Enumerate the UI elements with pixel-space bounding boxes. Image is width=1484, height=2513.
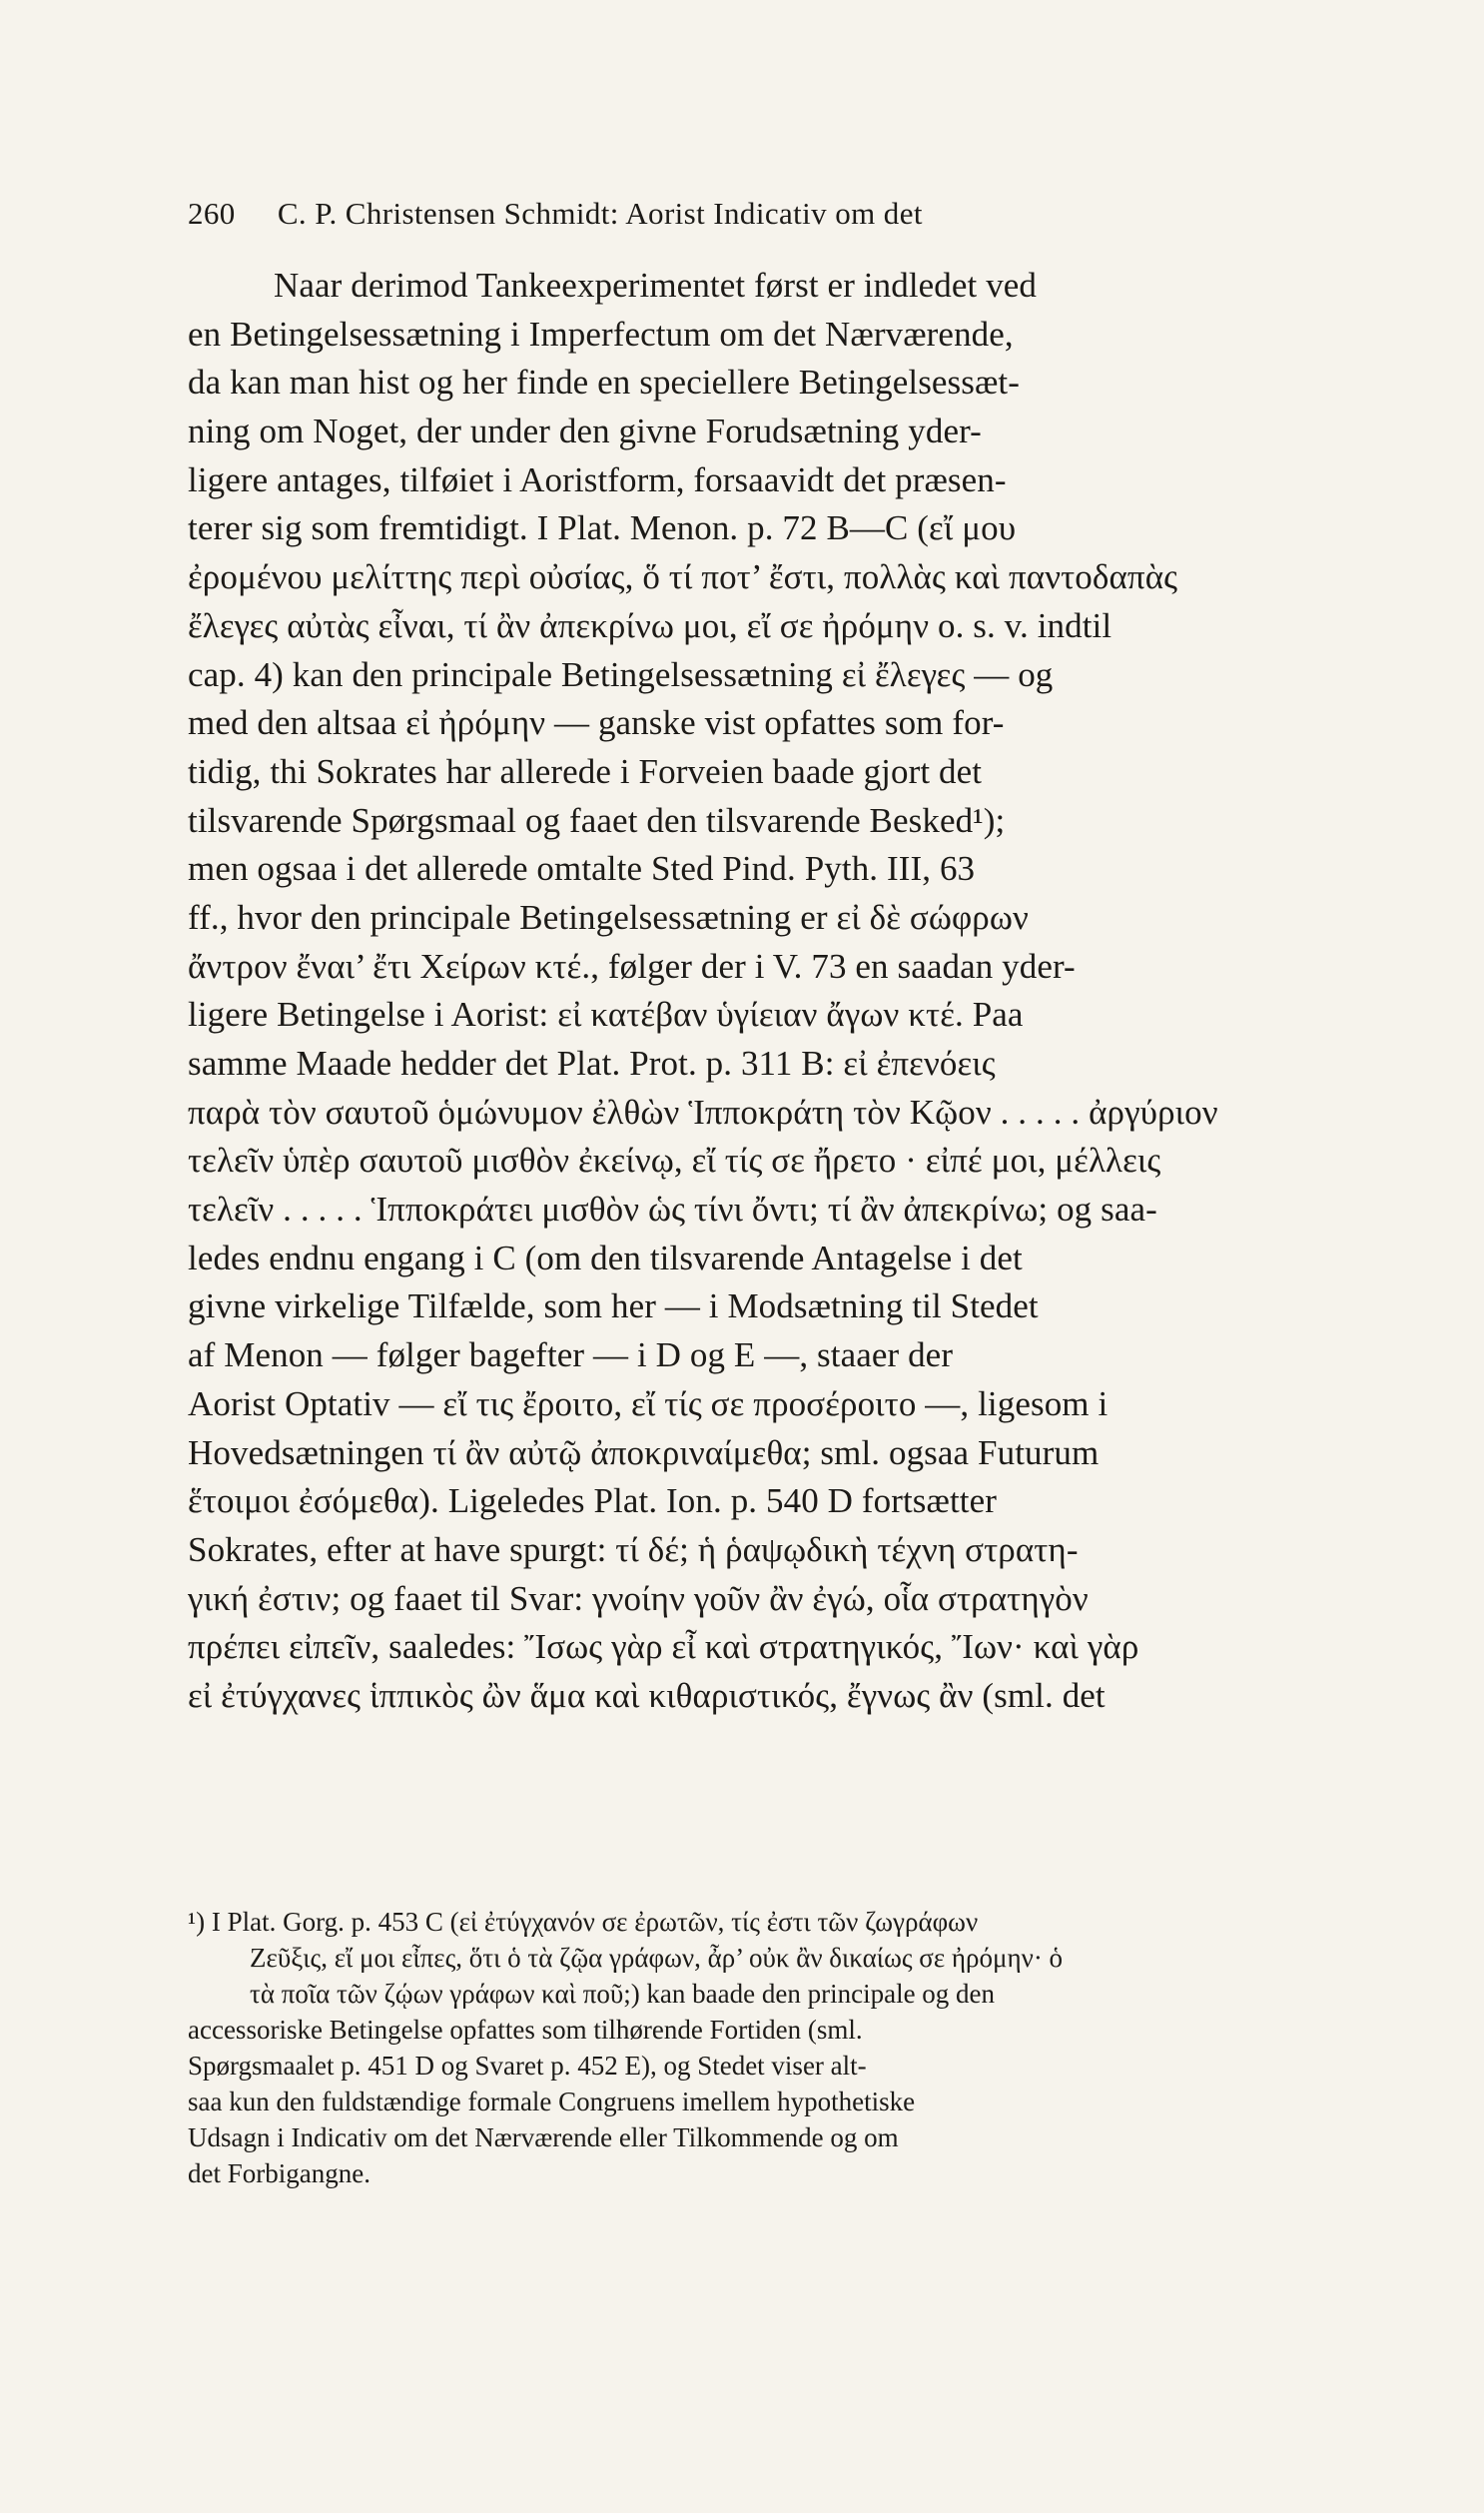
main-text [188, 262, 1282, 1721]
text-line: cap. 4) kan den principale Betingelsessætning εἰ ἔλεγες — og [188, 654, 1054, 694]
text-line: Sokrates, efter at have spurgt: τί δέ; ἡ ῥαψῳδικὴ τέχνη στρατη- [188, 1529, 1079, 1569]
text-line: af Menon — følger bagefter — i D og E —, staaer der [188, 1335, 954, 1375]
page-number: 260 [188, 196, 236, 231]
footnote-line: τὰ ποῖα τῶν ζῴων γράφων καὶ ποῦ;) kan baade den principale og den [250, 1979, 996, 2009]
running-title: C. P. Christensen Schmidt: Aorist Indicativ om det [277, 196, 923, 231]
text-line: ff., hvor den principale Betingelsessætning er εἰ δὲ σώφρων [188, 897, 1029, 937]
text-line: samme Maade hedder det Plat. Prot. p. 311 B: εἰ ἐπενόεις [188, 1044, 996, 1083]
text-line: Aorist Optativ — εἴ τις ἔροιτο, εἴ τίς σε προσέροιτο —, ligesom i [188, 1383, 1109, 1423]
text-line: παρὰ τὸν σαυτοῦ ὁμώνυμον ἐλθὼν Ἱπποκράτη τὸν Κῷον . . . . . ἀργύριον [188, 1092, 1218, 1132]
text-line: terer sig som fremtidigt. I Plat. Menon. p. 72 B—C (εἴ μου [188, 508, 1017, 548]
text-line: ledes endnu engang i C (om den tilsvarende Antagelse i det [188, 1238, 1023, 1277]
text-line: en Betingelsessætning i Imperfectum om det Nærværende, [188, 314, 1014, 354]
footnote-line: Udsagn i Indicativ om det Nærværende eller Tilkommende og om [188, 2122, 899, 2152]
text-line: med den altsaa εἰ ἠρόμην — ganske vist opfattes som for- [188, 703, 1005, 743]
text-line: Naar derimod Tankeexperimentet først er indledet ved [274, 266, 1038, 305]
text-line: εἰ ἐτύγχανες ἱππικὸς ὢν ἅμα καὶ κιθαριστικός, ἔγνως ἂν (sml. det [188, 1675, 1106, 1715]
text-line: τελεῖν ὑπὲρ σαυτοῦ μισθὸν ἐκείνῳ, εἴ τίς σε ἤρετο · εἰπέ μοι, μέλλεις [188, 1141, 1161, 1181]
text-line: tidig, thi Sokrates har allerede i Forveien baade gjort det [188, 751, 983, 791]
text-line: ἄντρον ἔναι’ ἔτι Χείρων κτέ., følger der i V. 73 en saadan yder- [188, 946, 1076, 986]
footnote-line: Spørgsmaalet p. 451 D og Svaret p. 452 E), og Stedet viser alt- [188, 2051, 867, 2081]
text-line: ligere antages, tilføiet i Aoristform, forsaavidt det præsen- [188, 459, 1007, 499]
text-line: men ogsaa i det allerede omtalte Sted Pind. Pyth. III, 63 [188, 849, 976, 889]
running-header [188, 196, 1226, 232]
footnote [188, 1904, 1282, 2191]
text-line: ἐρομένου μελίττης περὶ οὐσίας, ὅ τί ποτ’ ἔστι, πολλὰς καὶ παντοδαπὰς [188, 557, 1178, 597]
text-line: givne virkelige Tilfælde, som her — i Modsætning til Stedet [188, 1286, 1039, 1326]
text-line: ἔλεγες αὐτὰς εἶναι, τί ἂν ἀπεκρίνω μοι, εἴ σε ἠρόμην o. s. v. indtil [188, 605, 1113, 645]
footnote-line: accessoriske Betingelse opfattes som tilhørende Fortiden (sml. [188, 2015, 863, 2045]
text-line: πρέπει εἰπεῖν, saaledes: Ἴσως γὰρ εἶ καὶ στρατηγικός, Ἴων· καὶ γὰρ [188, 1627, 1139, 1667]
text-line: da kan man hist og her finde en speciellere Betingelsessæt- [188, 363, 1021, 403]
text-line: ning om Noget, der under den givne Forudsætning yder- [188, 412, 982, 451]
text-line: τελεῖν . . . . . Ἱπποκράτει μισθὸν ὡς τίνι ὄντι; τί ἂν ἀπεκρίνω; og saa- [188, 1190, 1157, 1230]
footnote-line: Ζεῦξις, εἴ μοι εἶπες, ὅτι ὁ τὰ ζῷα γράφων, ἆρ’ οὐκ ἂν δικαίως σε ἠρόμην· ὁ [250, 1943, 1064, 1973]
text-line: ligere Betingelse i Aorist: εἰ κατέβαν ὑγίειαν ἄγων κτέ. Paa [188, 995, 1024, 1035]
footnote-line: ¹) I Plat. Gorg. p. 453 C (εἰ ἐτύγχανόν σε ἐρωτῶν, τίς ἐστι τῶν ζωγράφων [188, 1907, 979, 1937]
text-line: γική ἐστιν; og faaet til Svar: γνοίην γοῦν ἂν ἐγώ, οἷα στρατηγὸν [188, 1578, 1089, 1618]
footnote-line: det Forbigangne. [188, 2158, 371, 2188]
text-line: Hovedsætningen τί ἂν αὐτῷ ἀποκριναίμεθα; sml. ogsaa Futurum [188, 1432, 1100, 1472]
footnote-line: saa kun den fuldstændige formale Congruens imellem hypothetiske [188, 2087, 916, 2116]
text-line: ἕτοιμοι ἐσόμεθα). Ligeledes Plat. Ion. p. 540 D fortsætter [188, 1481, 998, 1521]
text-line: tilsvarende Spørgsmaal og faaet den tilsvarende Besked¹); [188, 800, 1006, 840]
